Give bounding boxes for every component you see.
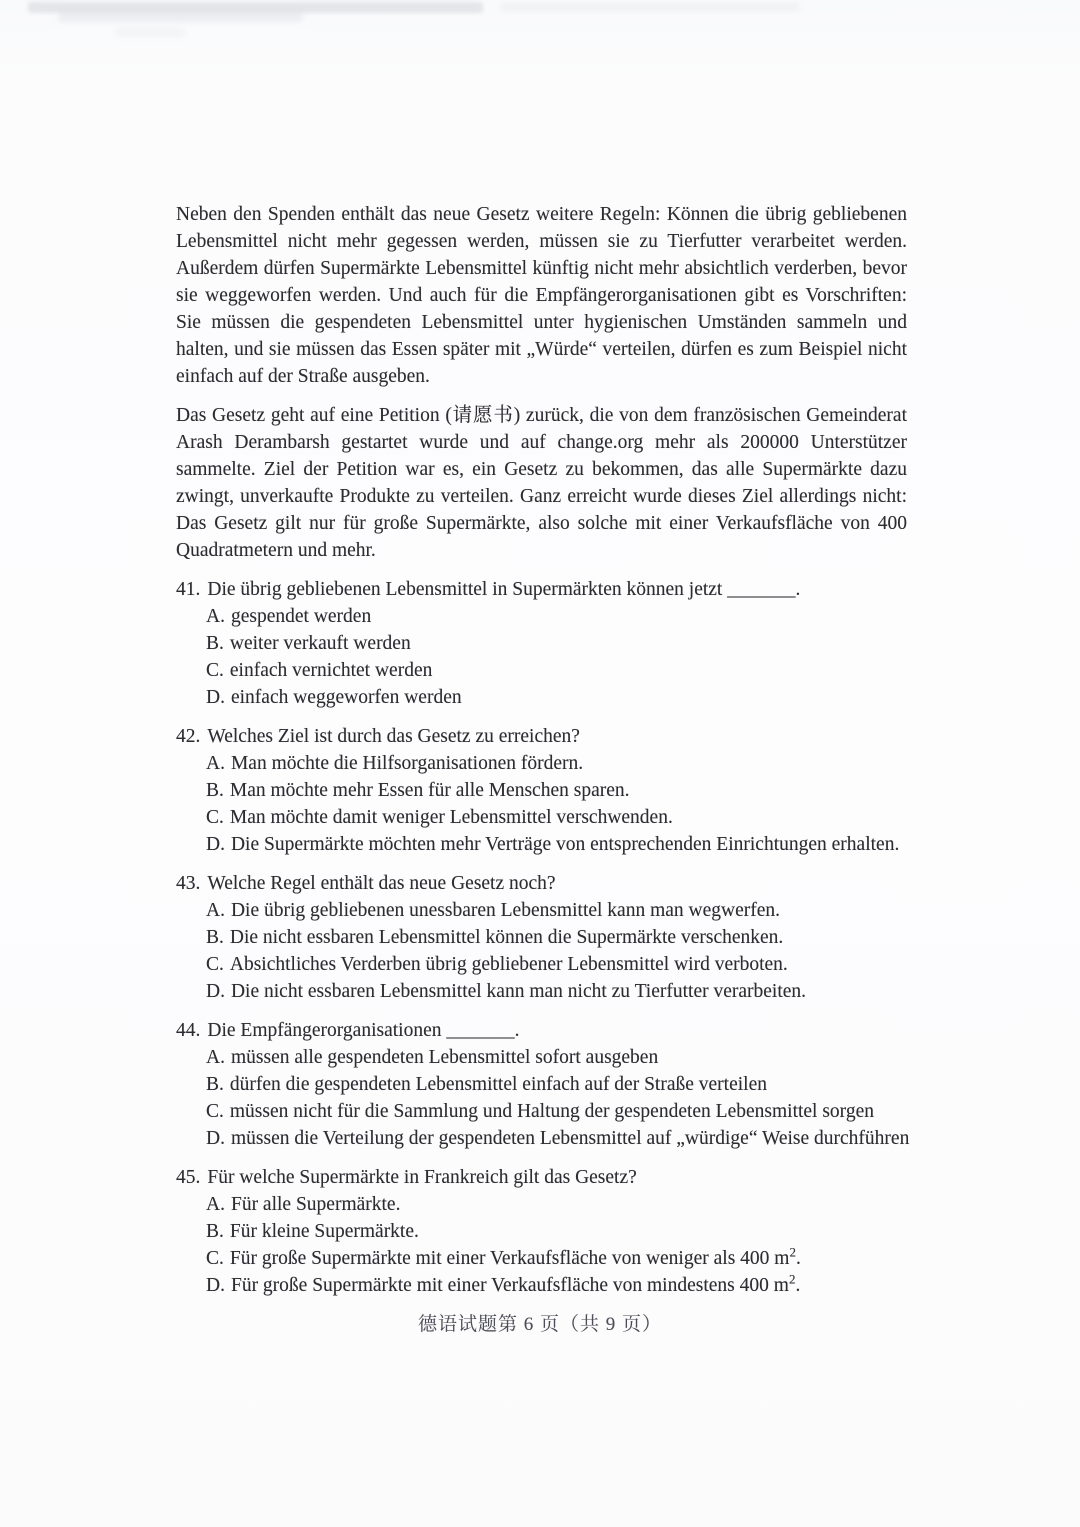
question-text: Die Empfängerorganisationen _______. bbox=[207, 1020, 520, 1041]
question-text: Für welche Supermärkte in Frankreich gilt das Gesetz? bbox=[207, 1167, 637, 1188]
option-41-C: C. einfach vernichtet werden bbox=[206, 660, 433, 681]
option-44-A: A. müssen alle gespendeten Lebensmittel sofort ausgeben bbox=[206, 1047, 659, 1068]
passage-paragraph-2: Das Gesetz geht auf eine Petition (请愿书) zurück, die von dem französischen Gemeinderat Arash Derambarsh gestartet wurde und auf change.org mehr als 200000 Unterstützer sammelte. Ziel der Petition war es, ein Gesetz zu bekommen, das alle Supermärkte dazu zwingt, unverkaufte Produkte zu verteilen. Ganz erreicht wurde dieses Ziel allerdings nicht: Das Gesetz gilt nur für große Supermärkte, also solche mit einer Verkaufsfläche von 400 Quadratmetern und mehr. bbox=[176, 405, 907, 561]
question-text: Welches Ziel ist durch das Gesetz zu erreichen? bbox=[207, 726, 580, 747]
option-43-D: D. Die nicht essbaren Lebensmittel kann man nicht zu Tierfutter verarbeiten. bbox=[206, 981, 807, 1002]
question-45-text bbox=[176, 1164, 907, 1191]
option-42-D: D. Die Supermärkte möchten mehr Verträge von entsprechenden Einrichtungen erhalten. bbox=[206, 834, 900, 855]
question-45 bbox=[176, 1164, 907, 1299]
question-44 bbox=[176, 1017, 910, 1152]
question-number: 42. bbox=[176, 726, 201, 747]
question-41 bbox=[176, 576, 907, 711]
option-45-A: A. Für alle Supermärkte. bbox=[206, 1194, 401, 1215]
option-43-B: B. Die nicht essbaren Lebensmittel können die Supermärkte verschenken. bbox=[206, 927, 784, 948]
question-text: Die übrig gebliebenen Lebensmittel in Supermärkten können jetzt _______. bbox=[207, 579, 801, 600]
page-footer: 德语试题第 6 页（共 9 页） bbox=[417, 1314, 662, 1335]
option-44-D: D. müssen die Verteilung der gespendeten Lebensmittel auf „würdige“ Weise durchführen bbox=[206, 1128, 910, 1149]
question-45-options bbox=[176, 1191, 907, 1299]
option-42-C: C. Man möchte damit weniger Lebensmittel verschwenden. bbox=[206, 807, 673, 828]
scan-artifact bbox=[58, 13, 303, 22]
question-number: 41. bbox=[176, 579, 201, 600]
option-44-B: B. dürfen die gespendeten Lebensmittel einfach auf der Straße verteilen bbox=[206, 1074, 767, 1095]
passage-paragraph-1: Neben den Spenden enthält das neue Gesetz weitere Regeln: Können die übrig gebliebenen Lebensmittel nicht mehr gegessen werden, müssen sie zu Tierfutter verarbeitet werden. Außerdem dürfen Supermärkte Lebensmittel künftig nicht mehr absichtlich verderben, bevor sie weggeworfen werden. Und auch für die Empfängerorganisationen gibt es Vorschriften: Sie müssen die gespendeten Lebensmittel unter hygienischen Umständen sammeln und halten, und sie müssen das Essen später mit „Würde“ verteilen, dürfen es zum Beispiel nicht einfach auf der Straße ausgeben. bbox=[176, 204, 907, 387]
option-41-D: D. einfach weggeworfen werden bbox=[206, 687, 462, 708]
question-42-options bbox=[176, 750, 907, 858]
option-43-A: A. Die übrig gebliebenen unessbaren Lebensmittel kann man wegwerfen. bbox=[206, 900, 781, 921]
question-41-text bbox=[176, 576, 907, 603]
question-number: 45. bbox=[176, 1167, 201, 1188]
question-44-options bbox=[176, 1044, 910, 1152]
question-text: Welche Regel enthält das neue Gesetz noch? bbox=[207, 873, 556, 894]
option-45-D: D. Für große Supermärkte mit einer Verkaufsfläche von mindestens 400 $m^2$. bbox=[206, 1271, 801, 1296]
question-43-options bbox=[176, 897, 907, 1005]
option-42-B: B. Man möchte mehr Essen für alle Menschen sparen. bbox=[206, 780, 630, 801]
option-42-A: A. Man möchte die Hilfsorganisationen fördern. bbox=[206, 753, 584, 774]
question-43 bbox=[176, 870, 907, 1005]
exam-page-content bbox=[176, 201, 910, 1311]
question-number: 44. bbox=[176, 1020, 201, 1041]
question-42-text bbox=[176, 723, 907, 750]
option-41-A: A. gespendet werden bbox=[206, 606, 372, 627]
option-45-B: B. Für kleine Supermärkte. bbox=[206, 1221, 419, 1242]
question-44-text bbox=[176, 1017, 907, 1044]
scan-artifact bbox=[500, 3, 800, 11]
scan-artifact bbox=[28, 2, 483, 13]
question-41-options bbox=[176, 603, 907, 711]
question-number: 43. bbox=[176, 873, 201, 894]
option-45-C: C. Für große Supermärkte mit einer Verkaufsfläche von weniger als 400 $m^2$. bbox=[206, 1244, 801, 1269]
scan-artifact bbox=[115, 28, 185, 37]
option-44-C: C. müssen nicht für die Sammlung und Haltung der gespendeten Lebensmittel sorgen bbox=[206, 1101, 874, 1122]
question-42 bbox=[176, 723, 907, 858]
question-43-text bbox=[176, 870, 907, 897]
option-43-C: C. Absichtliches Verderben übrig gebliebener Lebensmittel wird verboten. bbox=[206, 954, 788, 975]
option-41-B: B. weiter verkauft werden bbox=[206, 633, 411, 654]
